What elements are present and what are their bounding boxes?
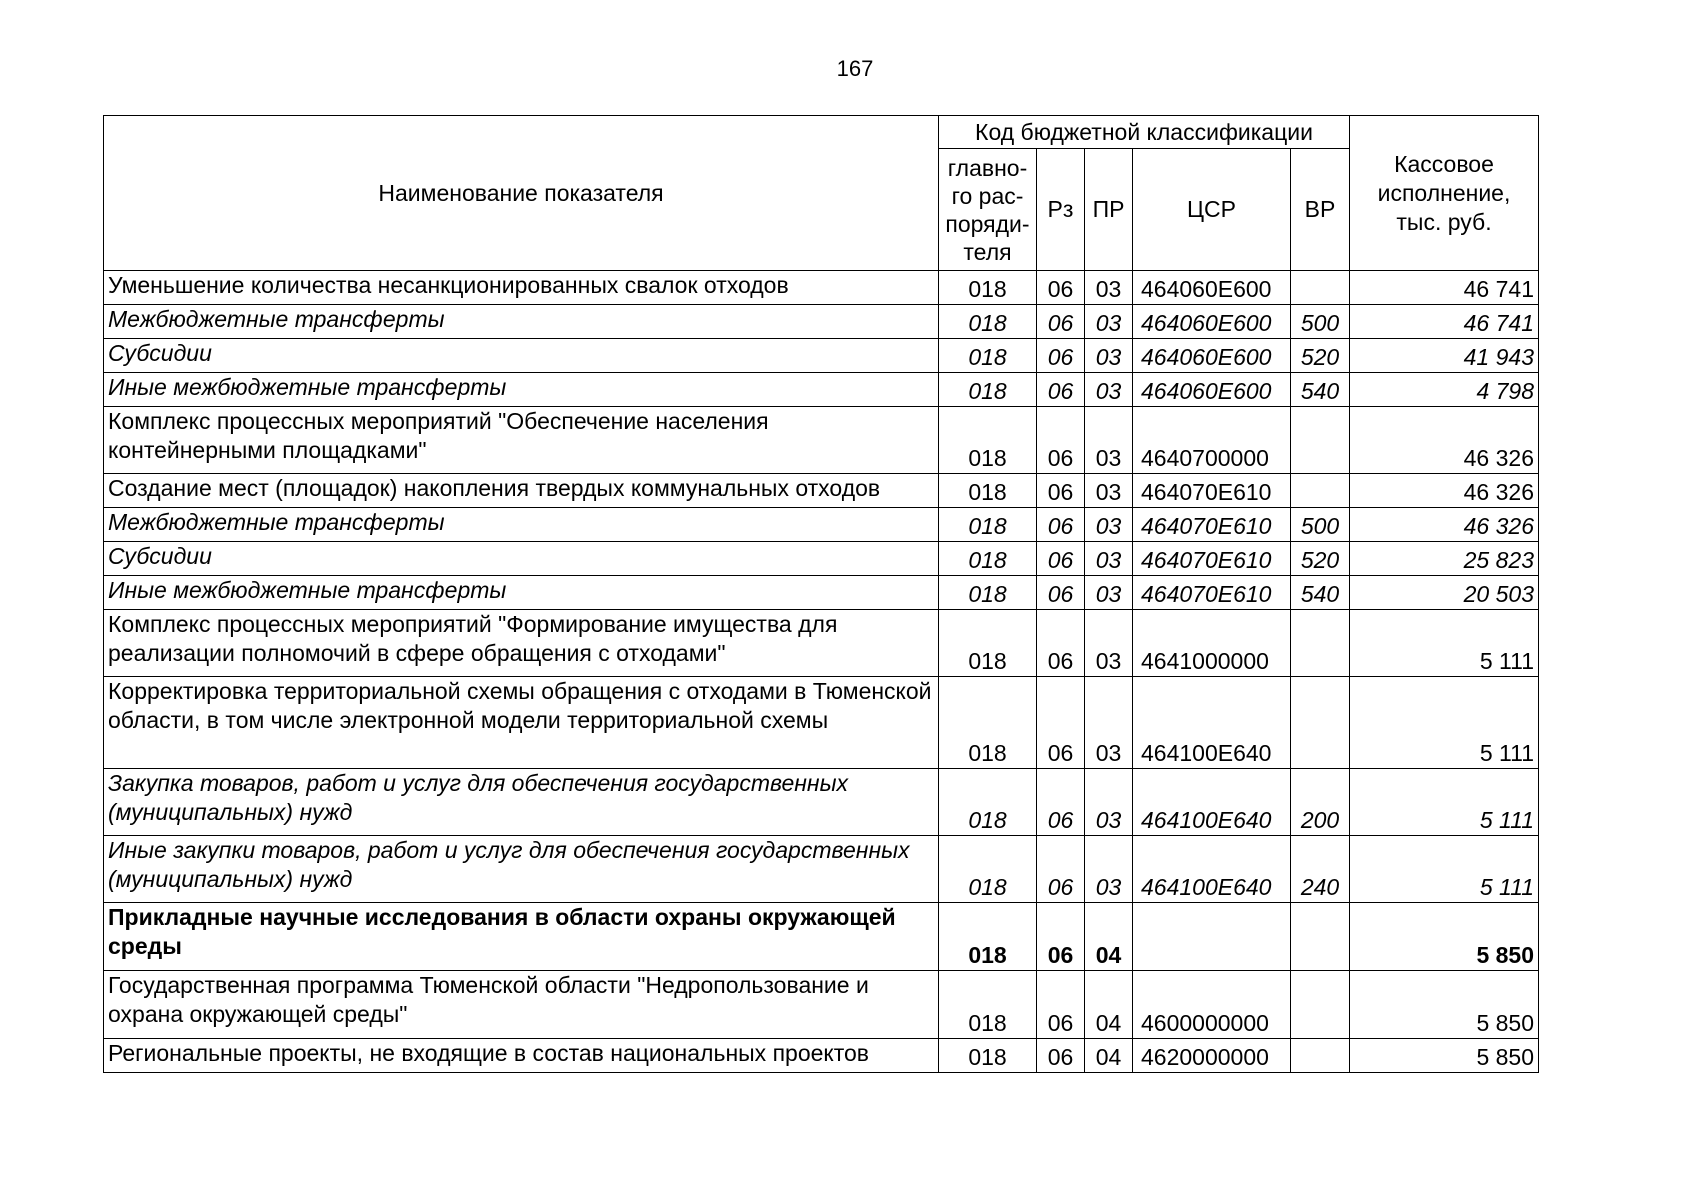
cell-name: Уменьшение количества несанкционированных свалок отходов	[104, 271, 939, 305]
cell-vr	[1291, 1039, 1350, 1073]
cell-csr: 464070Е610	[1133, 508, 1291, 542]
cell-vr	[1291, 903, 1350, 971]
table-row	[104, 610, 1539, 677]
cell-pr: 03	[1085, 508, 1133, 542]
cell-rz: 06	[1037, 836, 1085, 903]
cell-vr	[1291, 474, 1350, 508]
cell-pr: 03	[1085, 576, 1133, 610]
cell-pr: 04	[1085, 971, 1133, 1039]
cell-grbs: 018	[939, 407, 1037, 474]
header-pr: ПР	[1085, 149, 1133, 271]
table-row	[104, 903, 1539, 971]
cell-grbs: 018	[939, 542, 1037, 576]
cell-amount: 5 850	[1350, 971, 1539, 1039]
cell-amount: 25 823	[1350, 542, 1539, 576]
cell-rz: 06	[1037, 373, 1085, 407]
cell-vr: 500	[1291, 305, 1350, 339]
cell-amount: 4 798	[1350, 373, 1539, 407]
cell-name: Региональные проекты, не входящие в состав национальных проектов	[104, 1039, 939, 1073]
cell-vr	[1291, 971, 1350, 1039]
cell-rz: 06	[1037, 903, 1085, 971]
cell-amount: 41 943	[1350, 339, 1539, 373]
cell-vr: 240	[1291, 836, 1350, 903]
cell-name: Иные закупки товаров, работ и услуг для обеспечения государственных (муниципальных) нужд	[104, 836, 939, 903]
budget-table	[103, 115, 1539, 1073]
cell-grbs: 018	[939, 305, 1037, 339]
cell-grbs: 018	[939, 836, 1037, 903]
cell-amount: 46 326	[1350, 407, 1539, 474]
cell-csr	[1133, 903, 1291, 971]
cell-name: Закупка товаров, работ и услуг для обеспечения государственных (муниципальных) нужд	[104, 769, 939, 836]
page-number: 167	[836, 56, 874, 81]
table-row	[104, 271, 1539, 305]
cell-csr: 4641000000	[1133, 610, 1291, 677]
cell-grbs: 018	[939, 271, 1037, 305]
cell-csr: 464060Е600	[1133, 271, 1291, 305]
table-row	[104, 677, 1539, 769]
table-row	[104, 407, 1539, 474]
header-csr: ЦСР	[1133, 149, 1291, 271]
cell-csr: 464100Е640	[1133, 836, 1291, 903]
cell-grbs: 018	[939, 373, 1037, 407]
cell-rz: 06	[1037, 610, 1085, 677]
cell-pr: 03	[1085, 677, 1133, 769]
cell-rz: 06	[1037, 474, 1085, 508]
cell-pr: 03	[1085, 769, 1133, 836]
cell-rz: 06	[1037, 542, 1085, 576]
table-row	[104, 508, 1539, 542]
cell-rz: 06	[1037, 576, 1085, 610]
cell-vr: 520	[1291, 339, 1350, 373]
header-vr: ВР	[1291, 149, 1350, 271]
cell-pr: 03	[1085, 474, 1133, 508]
cell-rz: 06	[1037, 508, 1085, 542]
cell-csr: 464100Е640	[1133, 769, 1291, 836]
cell-csr: 4600000000	[1133, 971, 1291, 1039]
cell-name: Создание мест (площадок) накопления твердых коммунальных отходов	[104, 474, 939, 508]
cell-vr: 500	[1291, 508, 1350, 542]
cell-rz: 06	[1037, 769, 1085, 836]
cell-rz: 06	[1037, 407, 1085, 474]
cell-grbs: 018	[939, 769, 1037, 836]
cell-amount: 46 741	[1350, 305, 1539, 339]
cell-amount: 5 111	[1350, 677, 1539, 769]
cell-csr: 4640700000	[1133, 407, 1291, 474]
cell-grbs: 018	[939, 903, 1037, 971]
table-row	[104, 576, 1539, 610]
cell-rz: 06	[1037, 271, 1085, 305]
cell-vr	[1291, 610, 1350, 677]
header-grbs: главно- го рас- поряди- теля	[939, 149, 1037, 271]
cell-name: Иные межбюджетные трансферты	[104, 373, 939, 407]
cell-grbs: 018	[939, 576, 1037, 610]
cell-vr	[1291, 271, 1350, 305]
cell-grbs: 018	[939, 474, 1037, 508]
table-row	[104, 836, 1539, 903]
cell-grbs: 018	[939, 971, 1037, 1039]
cell-vr: 540	[1291, 576, 1350, 610]
cell-csr: 464060Е600	[1133, 305, 1291, 339]
cell-pr: 03	[1085, 542, 1133, 576]
header-amount: Кассовое исполнение, тыс. руб.	[1350, 116, 1539, 271]
cell-csr: 4620000000	[1133, 1039, 1291, 1073]
header-row-group	[104, 116, 1539, 149]
cell-rz: 06	[1037, 1039, 1085, 1073]
cell-rz: 06	[1037, 339, 1085, 373]
cell-amount: 5 111	[1350, 836, 1539, 903]
table-row	[104, 474, 1539, 508]
cell-amount: 5 111	[1350, 610, 1539, 677]
cell-pr: 03	[1085, 407, 1133, 474]
cell-grbs: 018	[939, 610, 1037, 677]
cell-pr: 03	[1085, 305, 1133, 339]
cell-pr: 03	[1085, 339, 1133, 373]
cell-vr: 540	[1291, 373, 1350, 407]
cell-name: Корректировка территориальной схемы обращения с отходами в Тюменской области, в том числе электронной модели территориальной схемы	[104, 677, 939, 769]
table-row	[104, 373, 1539, 407]
table-row	[104, 339, 1539, 373]
header-budget-code-group: Код бюджетной классификации	[939, 116, 1350, 149]
table-body	[104, 271, 1539, 1073]
cell-amount: 5 850	[1350, 1039, 1539, 1073]
cell-amount: 46 326	[1350, 474, 1539, 508]
cell-pr: 03	[1085, 610, 1133, 677]
cell-grbs: 018	[939, 508, 1037, 542]
cell-name: Комплекс процессных мероприятий "Обеспечение населения контейнерными площадками"	[104, 407, 939, 474]
cell-name: Комплекс процессных мероприятий "Формирование имущества для реализации полномочий в сфере обращения с отходами"	[104, 610, 939, 677]
cell-amount: 20 503	[1350, 576, 1539, 610]
cell-vr: 200	[1291, 769, 1350, 836]
cell-grbs: 018	[939, 339, 1037, 373]
table-row	[104, 1039, 1539, 1073]
cell-name: Иные межбюджетные трансферты	[104, 576, 939, 610]
cell-rz: 06	[1037, 305, 1085, 339]
header-name: Наименование показателя	[104, 116, 939, 271]
cell-vr: 520	[1291, 542, 1350, 576]
cell-name: Государственная программа Тюменской области "Недропользование и охрана окружающей среды"	[104, 971, 939, 1039]
cell-csr: 464100Е640	[1133, 677, 1291, 769]
header-rz: Рз	[1037, 149, 1085, 271]
cell-csr: 464070Е610	[1133, 474, 1291, 508]
cell-name: Прикладные научные исследования в области охраны окружающей среды	[104, 903, 939, 971]
cell-csr: 464060Е600	[1133, 373, 1291, 407]
cell-pr: 03	[1085, 373, 1133, 407]
cell-amount: 5 111	[1350, 769, 1539, 836]
cell-pr: 04	[1085, 903, 1133, 971]
cell-vr	[1291, 407, 1350, 474]
cell-name: Межбюджетные трансферты	[104, 305, 939, 339]
cell-csr: 464070Е610	[1133, 576, 1291, 610]
cell-rz: 06	[1037, 971, 1085, 1039]
cell-csr: 464060Е600	[1133, 339, 1291, 373]
table-row	[104, 305, 1539, 339]
cell-pr: 04	[1085, 1039, 1133, 1073]
cell-grbs: 018	[939, 1039, 1037, 1073]
cell-amount: 46 326	[1350, 508, 1539, 542]
cell-pr: 03	[1085, 836, 1133, 903]
table-row	[104, 542, 1539, 576]
cell-csr: 464070Е610	[1133, 542, 1291, 576]
cell-vr	[1291, 677, 1350, 769]
cell-amount: 5 850	[1350, 903, 1539, 971]
table-row	[104, 769, 1539, 836]
cell-grbs: 018	[939, 677, 1037, 769]
cell-name: Субсидии	[104, 542, 939, 576]
table-row	[104, 971, 1539, 1039]
cell-name: Субсидии	[104, 339, 939, 373]
cell-amount: 46 741	[1350, 271, 1539, 305]
cell-pr: 03	[1085, 271, 1133, 305]
cell-name: Межбюджетные трансферты	[104, 508, 939, 542]
cell-rz: 06	[1037, 677, 1085, 769]
